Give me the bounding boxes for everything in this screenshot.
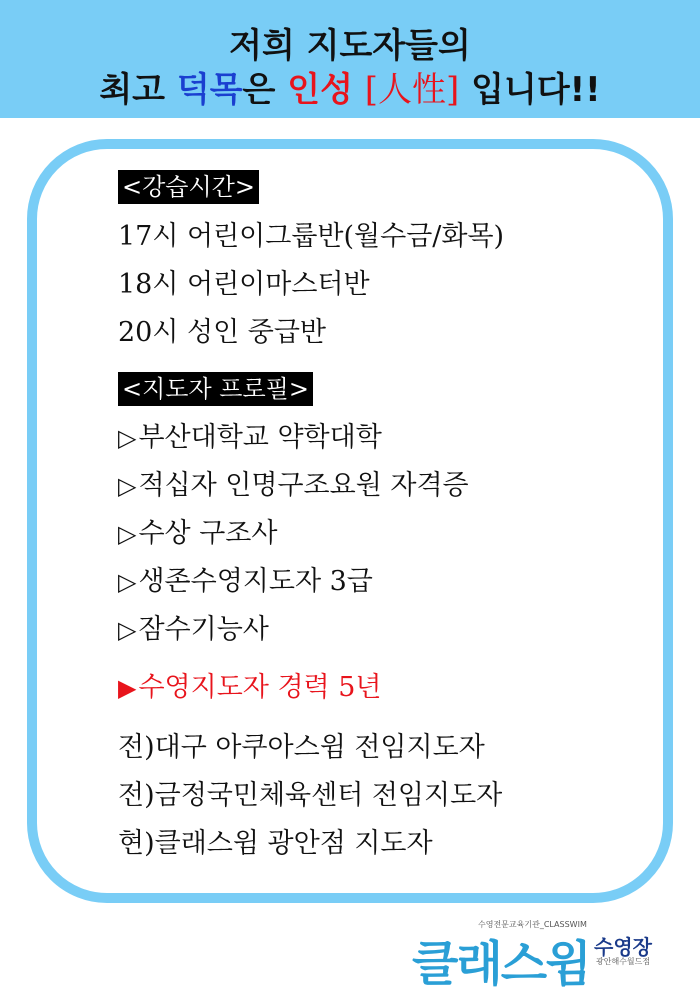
profile-item-label: 수상 구조사 <box>138 518 278 549</box>
banner-title-line2 <box>0 62 700 111</box>
triangle-filled-icon: ▶ <box>118 674 137 702</box>
career-item: 현)클래스윔 광안점 지도자 <box>118 828 433 859</box>
banner-text: 입니다!! <box>459 70 601 110</box>
banner-title-line1: 저희 지도자들의 <box>229 26 471 66</box>
profile-item <box>118 564 373 600</box>
profile-item <box>118 420 382 456</box>
profile-item-label: 적십자 인명구조요원 자격증 <box>138 470 469 501</box>
brand-logo: 클래스윔 <box>412 936 590 992</box>
logo-pool-label: 수영장 <box>594 935 652 959</box>
profile-item <box>118 468 469 504</box>
schedule-item: 20시 성인 중급반 <box>118 317 327 348</box>
profile-item-label: 부산대학교 약학대학 <box>138 422 382 453</box>
banner-hanja: [人性] <box>364 70 460 110</box>
profile-item <box>118 516 277 552</box>
schedule-heading: <강습시간> <box>118 170 259 204</box>
logo-tagline: 수영전문교육기관_CLASSWIM <box>478 920 587 929</box>
triangle-outline-icon: ▷ <box>118 520 137 548</box>
header-banner <box>0 0 700 118</box>
career-highlight-label: 수영지도자 경력 5년 <box>138 672 382 703</box>
triangle-outline-icon: ▷ <box>118 568 137 596</box>
profile-item-label: 잠수기능사 <box>138 614 269 645</box>
triangle-outline-icon: ▷ <box>118 424 137 452</box>
logo-branch-label: 광안해수월드점 <box>596 957 651 966</box>
profile-item-label: 생존수영지도자 3급 <box>138 566 373 597</box>
career-item: 전)대구 아쿠아스윔 전임지도자 <box>118 732 485 763</box>
triangle-outline-icon: ▷ <box>118 616 137 644</box>
career-item: 전)금정국민체육센터 전임지도자 <box>118 780 503 811</box>
banner-highlight-virtue: 덕목 <box>176 70 243 110</box>
profile-item <box>118 612 269 648</box>
schedule-item: 17시 어린이그룹반(월수금/화목) <box>118 221 505 252</box>
banner-text: 최고 <box>99 70 177 110</box>
career-highlight <box>118 670 381 706</box>
banner-highlight-character: 인성 <box>287 70 365 110</box>
triangle-outline-icon: ▷ <box>118 472 137 500</box>
banner-text: 은 <box>242 70 288 110</box>
profile-heading: <지도자 프로필> <box>118 372 313 406</box>
schedule-item: 18시 어린이마스터반 <box>118 269 370 300</box>
